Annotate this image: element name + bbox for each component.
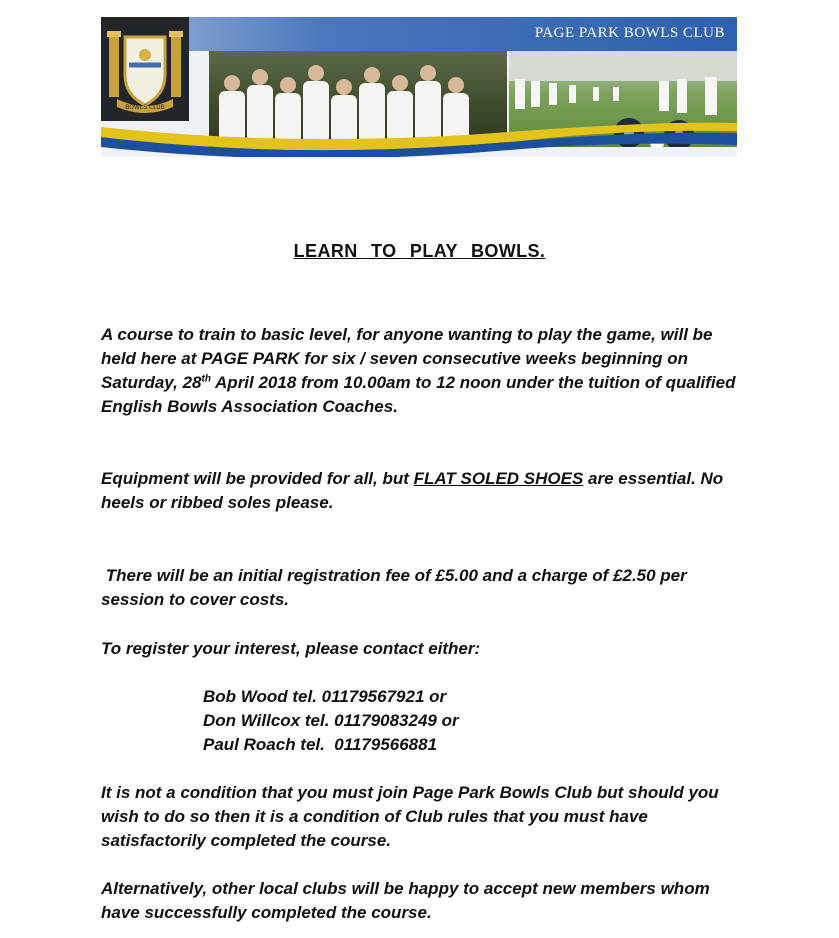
crest-motto: BOWLS CLUB bbox=[125, 104, 165, 111]
register-prompt: To register your interest, please contact either: bbox=[101, 639, 481, 658]
club-name: PAGE PARK BOWLS CLUB bbox=[534, 25, 725, 41]
page-title: LEARN TO PLAY BOWLS. bbox=[293, 241, 546, 261]
membership-condition: It is not a condition that you must join Page Park Bowls Club but should you wish to do so then it is a condition of Club rules that you must have satisfactorily completed the course. bbox=[101, 783, 719, 850]
course-text-end: April 2018 from 10.00am to 12 noon under the tuition of qualified English Bowls Association Coaches. bbox=[101, 373, 736, 416]
banner-title-bar bbox=[101, 17, 737, 51]
contact-don-willcox: Don Willcox tel. 01179083249 or bbox=[203, 711, 459, 730]
equipment-note bbox=[101, 467, 741, 515]
contact-paul-roach: Paul Roach tel. 01179566881 bbox=[203, 735, 438, 754]
equipment-text-start: Equipment will be provided for all, but bbox=[101, 469, 414, 488]
alternative-clubs-note: Alternatively, other local clubs will be happy to accept new members whom have successfully completed the course. bbox=[101, 879, 710, 922]
course-text-start: A course to train to basic level, for anyone wanting to play the game, will be held here at PAGE PARK for six / seven consecutive weeks beginning on Saturday, 28 bbox=[101, 325, 713, 392]
banner-swoosh bbox=[101, 109, 737, 157]
contact-list bbox=[203, 685, 459, 757]
header-banner bbox=[101, 17, 737, 157]
equipment-text-end: are essential. No heels or ribbed soles please. bbox=[101, 469, 724, 512]
club-crest-logo bbox=[107, 25, 183, 115]
date-ordinal: th bbox=[201, 373, 211, 385]
club-crest-panel bbox=[101, 17, 189, 121]
flat-soled-shoes-emphasis: FLAT SOLED SHOES bbox=[413, 469, 584, 488]
contact-bob-wood: Bob Wood tel. 01179567921 or bbox=[203, 687, 447, 706]
course-description bbox=[101, 323, 741, 419]
fees-note: There will be an initial registration fee of £5.00 and a charge of £2.50 per session to cover costs. bbox=[101, 566, 692, 609]
